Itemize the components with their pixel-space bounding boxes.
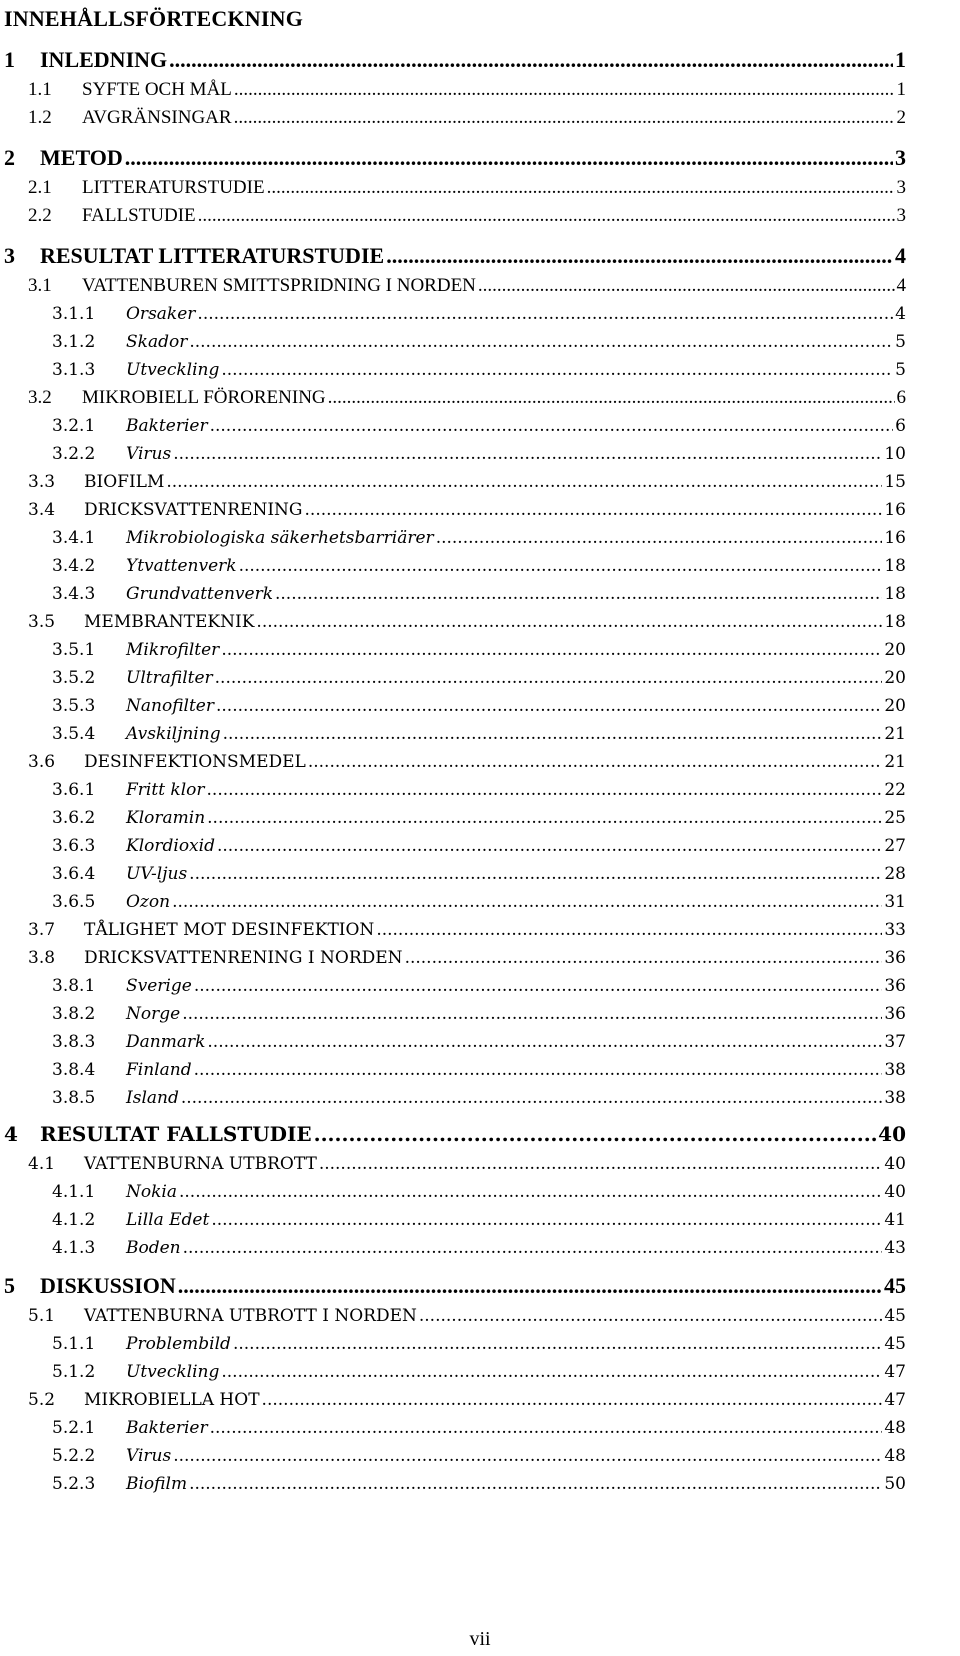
toc-leader-dots xyxy=(172,888,882,916)
toc-entry-label: Problembild xyxy=(126,1334,231,1354)
toc-entry-number: 3.1.3 xyxy=(52,360,96,380)
toc-entry-number: 3.3 xyxy=(28,472,56,492)
toc-leader-dots xyxy=(189,328,893,356)
toc-leader-dots xyxy=(183,1234,883,1262)
toc-entry[interactable] xyxy=(0,1330,960,1358)
toc-entry[interactable] xyxy=(0,328,960,356)
toc-entry[interactable] xyxy=(0,1234,960,1262)
toc-entry-page: 3 xyxy=(896,177,906,198)
toc-entry-page: 3 xyxy=(896,205,906,226)
toc-entry-label: DESINFEKTIONSMEDEL xyxy=(84,752,306,772)
toc-entry-number: 5.2 xyxy=(28,1390,56,1410)
toc-entry-number: 3.6.3 xyxy=(52,836,96,856)
toc-entry-number: 3.5.1 xyxy=(52,640,96,660)
toc-entry-label: MIKROBIELLA HOT xyxy=(84,1390,260,1410)
toc-leader-dots xyxy=(314,1120,877,1148)
toc-entry-page: 41 xyxy=(884,1210,906,1230)
toc-entry-label: Utveckling xyxy=(126,1362,220,1382)
toc-leader-dots xyxy=(198,202,895,230)
toc-entry-page: 4 xyxy=(895,243,906,268)
toc-entry-page: 45 xyxy=(884,1334,906,1354)
toc-leader-dots xyxy=(319,1150,883,1178)
toc-entry[interactable] xyxy=(0,1028,960,1056)
toc-leader-dots xyxy=(221,1358,882,1386)
toc-entry-label: Nokia xyxy=(126,1182,177,1202)
toc-entry-page: 37 xyxy=(884,1032,906,1052)
toc-entry-label: VATTENBUREN SMITTSPRIDNING I NORDEN xyxy=(82,275,476,296)
toc-entry-page: 6 xyxy=(895,416,906,436)
toc-entry-page: 20 xyxy=(884,668,906,688)
toc-entry-label: Finland xyxy=(126,1060,192,1080)
toc-entry-number: 1.2 xyxy=(28,107,52,128)
toc-leader-dots xyxy=(169,46,893,74)
toc-entry-number: 3.8.2 xyxy=(52,1004,96,1024)
toc-entry-page: 36 xyxy=(884,976,906,996)
toc-entry-number: 3.6.5 xyxy=(52,892,96,912)
toc-entry-number: 3.2.2 xyxy=(52,444,96,464)
toc-entry-number: 3.8.4 xyxy=(52,1060,96,1080)
toc-entry[interactable] xyxy=(0,1000,960,1028)
toc-entry[interactable] xyxy=(0,916,960,944)
toc-entry[interactable] xyxy=(0,1386,960,1414)
toc-entry-number: 3.4.2 xyxy=(52,556,96,576)
toc-leader-dots xyxy=(221,356,893,384)
toc-leader-dots xyxy=(215,664,883,692)
toc-entry-page: 40 xyxy=(884,1154,906,1174)
toc-entry-page: 47 xyxy=(884,1362,906,1382)
toc-entry-page: 4 xyxy=(896,275,906,296)
toc-entry[interactable] xyxy=(0,1470,960,1498)
toc-entry-page: 10 xyxy=(884,444,906,464)
toc-entry[interactable] xyxy=(0,384,960,412)
toc-entry-label: Virus xyxy=(126,1446,172,1466)
toc-entry[interactable] xyxy=(0,944,960,972)
toc-entry-label: DRICKSVATTENRENING I NORDEN xyxy=(84,948,403,968)
toc-leader-dots xyxy=(194,972,883,1000)
toc-entry-label: DISKUSSION xyxy=(40,1273,176,1298)
toc-entry-label: BIOFILM xyxy=(84,472,165,492)
toc-leader-dots xyxy=(197,300,893,328)
toc-entry-number: 2 xyxy=(4,145,15,170)
toc-entry[interactable] xyxy=(0,272,960,300)
toc-entry-page: 20 xyxy=(884,696,906,716)
toc-entry-number: 4.1.2 xyxy=(52,1210,96,1230)
toc-leader-dots xyxy=(207,776,883,804)
toc-leader-dots xyxy=(234,104,895,132)
toc-entry-page: 5 xyxy=(895,332,906,352)
toc-entry[interactable] xyxy=(0,496,960,524)
toc-entry-label: Skador xyxy=(126,332,188,352)
toc-entry[interactable] xyxy=(0,832,960,860)
toc-entry-label: FALLSTUDIE xyxy=(82,205,196,226)
toc-entry-page: 33 xyxy=(884,920,906,940)
toc-entry-number: 5.2.3 xyxy=(52,1474,96,1494)
toc-leader-dots xyxy=(210,412,894,440)
toc-entry[interactable] xyxy=(0,524,960,552)
toc-entry-label: METOD xyxy=(40,145,123,170)
toc-entry-number: 4 xyxy=(4,1122,18,1146)
toc-entry-label: Mikrobiologiska säkerhetsbarriärer xyxy=(126,528,434,548)
toc-entry[interactable] xyxy=(0,720,960,748)
toc-entry-number: 4.1 xyxy=(28,1154,56,1174)
toc-entry[interactable] xyxy=(0,748,960,776)
toc-leader-dots xyxy=(189,1470,882,1498)
toc-entry-label: Biofilm xyxy=(126,1474,188,1494)
toc-leader-dots xyxy=(207,804,882,832)
toc-entry[interactable] xyxy=(0,860,960,888)
toc-entry-page: 18 xyxy=(884,584,906,604)
toc-entry-number: 5.2.2 xyxy=(52,1446,96,1466)
toc-entry-label: Mikrofilter xyxy=(126,640,220,660)
toc-entry-number: 3.2.1 xyxy=(52,416,96,436)
toc-entry-label: Island xyxy=(126,1088,179,1108)
toc-entry-label: TÅLIGHET MOT DESINFEKTION xyxy=(84,920,375,940)
toc-entry[interactable] xyxy=(0,1150,960,1178)
toc-leader-dots xyxy=(376,916,882,944)
toc-entry[interactable] xyxy=(0,356,960,384)
toc-entry-label: RESULTAT FALLSTUDIE xyxy=(40,1122,312,1146)
toc-entry-number: 3.2 xyxy=(28,387,52,408)
toc-leader-dots xyxy=(216,692,882,720)
toc-entry-page: 27 xyxy=(884,836,906,856)
toc-entry[interactable] xyxy=(0,104,960,132)
toc-entry[interactable] xyxy=(0,440,960,468)
toc-leader-dots xyxy=(166,468,882,496)
toc-entry-page: 18 xyxy=(884,612,906,632)
toc-entry-label: Orsaker xyxy=(126,304,196,324)
toc-leader-dots xyxy=(125,144,893,172)
toc-entry-number: 3.6.2 xyxy=(52,808,96,828)
toc-entry-label: Sverige xyxy=(126,976,192,996)
toc-entry-page: 40 xyxy=(878,1122,906,1146)
toc-leader-dots xyxy=(419,1302,882,1330)
toc-entry-page: 38 xyxy=(884,1088,906,1108)
toc-leader-dots xyxy=(305,496,883,524)
toc-entry-number: 1 xyxy=(4,47,15,72)
toc-entry-label: Ozon xyxy=(126,892,171,912)
toc-entry[interactable] xyxy=(0,412,960,440)
toc-entry-page: 28 xyxy=(884,864,906,884)
toc-entry-label: Virus xyxy=(126,444,172,464)
toc-entry-label: VATTENBURNA UTBROTT xyxy=(84,1154,317,1174)
toc-entry-label: Boden xyxy=(126,1238,181,1258)
toc-entry-label: Grundvattenverk xyxy=(126,584,273,604)
toc-entry-number: 3.4 xyxy=(28,500,56,520)
toc-entry-label: RESULTAT LITTERATURSTUDIE xyxy=(40,243,385,268)
toc-leader-dots xyxy=(328,384,895,412)
toc-entry-number: 2.1 xyxy=(28,177,52,198)
toc-entry[interactable] xyxy=(0,972,960,1000)
toc-entry[interactable] xyxy=(0,76,960,104)
toc-entry-number: 3.4.1 xyxy=(52,528,96,548)
toc-entry-number: 4.1.3 xyxy=(52,1238,96,1258)
toc-entry-page: 48 xyxy=(884,1446,906,1466)
toc-entry[interactable] xyxy=(0,580,960,608)
toc-entry-page: 38 xyxy=(884,1060,906,1080)
toc-entry[interactable] xyxy=(0,776,960,804)
toc-entry-page: 1 xyxy=(896,79,906,100)
toc-entry[interactable] xyxy=(0,300,960,328)
toc-entry-label: Fritt klor xyxy=(126,780,205,800)
toc-entry-label: Norge xyxy=(126,1004,181,1024)
toc-entry-label: Bakterier xyxy=(126,1418,208,1438)
toc-entry-number: 5.1.2 xyxy=(52,1362,96,1382)
toc-title: INNEHÅLLSFÖRTECKNING xyxy=(4,6,304,31)
toc-entry[interactable] xyxy=(0,664,960,692)
toc-entry[interactable] xyxy=(0,1120,960,1148)
toc-entry[interactable] xyxy=(0,468,960,496)
toc-entry-page: 4 xyxy=(895,304,906,324)
toc-entry-label: Ytvattenverk xyxy=(126,556,237,576)
toc-entry[interactable] xyxy=(0,888,960,916)
toc-entry[interactable] xyxy=(0,174,960,202)
toc-entry-number: 3.8.3 xyxy=(52,1032,96,1052)
toc-leader-dots xyxy=(189,860,882,888)
toc-entry-number: 5 xyxy=(4,1273,15,1298)
toc-leader-dots xyxy=(178,1272,882,1300)
toc-leader-dots xyxy=(262,1386,883,1414)
toc-entry-page: 47 xyxy=(884,1390,906,1410)
toc-entry-page: 21 xyxy=(884,724,906,744)
toc-entry-label: UV-ljus xyxy=(126,864,188,884)
toc-entry[interactable] xyxy=(0,242,960,270)
toc-entry-page: 22 xyxy=(884,780,906,800)
toc-entry[interactable] xyxy=(0,1272,960,1300)
toc-entry-page: 15 xyxy=(884,472,906,492)
toc-leader-dots xyxy=(173,1442,882,1470)
toc-entry-number: 3.1 xyxy=(28,275,52,296)
toc-entry-number: 3.1.1 xyxy=(52,304,96,324)
toc-entry-number: 3.8.1 xyxy=(52,976,96,996)
toc-leader-dots xyxy=(207,1028,882,1056)
toc-entry-label: DRICKSVATTENRENING xyxy=(84,500,303,520)
toc-entry-number: 3.6.4 xyxy=(52,864,96,884)
toc-entry-page: 36 xyxy=(884,948,906,968)
toc-entry-label: Nanofilter xyxy=(126,696,214,716)
toc-leader-dots xyxy=(233,1330,882,1358)
toc-entry-label: Ultrafilter xyxy=(126,668,213,688)
toc-leader-dots xyxy=(211,1206,882,1234)
toc-leader-dots xyxy=(267,174,895,202)
toc-leader-dots xyxy=(221,636,882,664)
toc-entry[interactable] xyxy=(0,1056,960,1084)
toc-entry-label: INLEDNING xyxy=(40,47,168,72)
toc-entry-number: 3.7 xyxy=(28,920,56,940)
toc-entry-page: 16 xyxy=(884,528,906,548)
toc-entry-label: Utveckling xyxy=(126,360,220,380)
toc-entry-page: 20 xyxy=(884,640,906,660)
toc-entry[interactable] xyxy=(0,202,960,230)
toc-entry[interactable] xyxy=(0,46,960,74)
toc-leader-dots xyxy=(179,1178,882,1206)
toc-leader-dots xyxy=(256,608,882,636)
toc-entry-page: 1 xyxy=(895,47,906,72)
toc-entry-label: VATTENBURNA UTBROTT I NORDEN xyxy=(84,1306,417,1326)
toc-leader-dots xyxy=(478,272,895,300)
toc-entry-number: 5.2.1 xyxy=(52,1418,96,1438)
toc-entry-label: LITTERATURSTUDIE xyxy=(82,177,265,198)
toc-entry-page: 2 xyxy=(896,107,906,128)
toc-leader-dots xyxy=(436,524,883,552)
toc-entry-page: 43 xyxy=(884,1238,906,1258)
toc-entry-number: 5.1 xyxy=(28,1306,56,1326)
toc-leader-dots xyxy=(386,242,893,270)
toc-leader-dots xyxy=(234,76,895,104)
toc-entry[interactable] xyxy=(0,552,960,580)
toc-entry-page: 40 xyxy=(884,1182,906,1202)
toc-entry[interactable] xyxy=(0,144,960,172)
toc-entry-label: Kloramin xyxy=(126,808,206,828)
toc-entry-label: Avskiljning xyxy=(126,724,221,744)
toc-entry-page: 16 xyxy=(884,500,906,520)
toc-leader-dots xyxy=(223,720,883,748)
toc-entry-page: 5 xyxy=(895,360,906,380)
toc-entry-number: 4.1.1 xyxy=(52,1182,96,1202)
toc-leader-dots xyxy=(308,748,883,776)
toc-entry-number: 3 xyxy=(4,243,15,268)
toc-entry-label: Klordioxid xyxy=(126,836,215,856)
toc-entry-page: 21 xyxy=(884,752,906,772)
toc-leader-dots xyxy=(182,1000,882,1028)
toc-entry-number: 3.5 xyxy=(28,612,56,632)
toc-entry-label: MIKROBIELL FÖRORENING xyxy=(82,387,326,408)
toc-entry-number: 3.6 xyxy=(28,752,56,772)
toc-entry-page: 3 xyxy=(895,145,906,170)
toc-entry-number: 3.8.5 xyxy=(52,1088,96,1108)
toc-entry-number: 5.1.1 xyxy=(52,1334,96,1354)
toc-entry-label: Danmark xyxy=(126,1032,206,1052)
toc-leader-dots xyxy=(210,1414,883,1442)
toc-leader-dots xyxy=(275,580,882,608)
toc-leader-dots xyxy=(405,944,883,972)
toc-leader-dots xyxy=(217,832,882,860)
toc-entry[interactable] xyxy=(0,608,960,636)
toc-entry-page: 31 xyxy=(884,892,906,912)
toc-entry[interactable] xyxy=(0,1358,960,1386)
toc-entry-label: SYFTE OCH MÅL xyxy=(82,79,232,100)
toc-entry[interactable] xyxy=(0,1414,960,1442)
toc-entry[interactable] xyxy=(0,804,960,832)
toc-entry[interactable] xyxy=(0,636,960,664)
toc-leader-dots xyxy=(194,1056,883,1084)
toc-entry[interactable] xyxy=(0,1084,960,1112)
toc-leader-dots xyxy=(181,1084,883,1112)
toc-entry-number: 2.2 xyxy=(28,205,52,226)
toc-entry[interactable] xyxy=(0,692,960,720)
toc-leader-dots xyxy=(173,440,882,468)
toc-entry-number: 3.5.4 xyxy=(52,724,96,744)
toc-entry-number: 3.5.3 xyxy=(52,696,96,716)
toc-entry-number: 3.5.2 xyxy=(52,668,96,688)
toc-entry-number: 3.4.3 xyxy=(52,584,96,604)
toc-entry-number: 1.1 xyxy=(28,79,52,100)
toc-entry-page: 25 xyxy=(884,808,906,828)
toc-entry-number: 3.1.2 xyxy=(52,332,96,352)
toc-entry-page: 18 xyxy=(884,556,906,576)
toc-entry-page: 48 xyxy=(884,1418,906,1438)
toc-entry[interactable] xyxy=(0,1178,960,1206)
toc-entry[interactable] xyxy=(0,1206,960,1234)
toc-entry-page: 50 xyxy=(884,1474,906,1494)
toc-entry-number: 3.8 xyxy=(28,948,56,968)
toc-entry-label: Bakterier xyxy=(126,416,208,436)
toc-entry-page: 36 xyxy=(884,1004,906,1024)
toc-entry-number: 3.6.1 xyxy=(52,780,96,800)
toc-entry-page: 45 xyxy=(884,1306,906,1326)
page-number: vii xyxy=(469,1628,491,1650)
toc-entry[interactable] xyxy=(0,1302,960,1330)
toc-entry-page: 6 xyxy=(896,387,906,408)
toc-entry[interactable] xyxy=(0,1442,960,1470)
toc-leader-dots xyxy=(239,552,883,580)
toc-entry-page: 45 xyxy=(884,1273,906,1298)
toc-entry-label: AVGRÄNSINGAR xyxy=(82,107,232,128)
toc-entry-label: MEMBRANTEKNIK xyxy=(84,612,255,632)
toc-entry-label: Lilla Edet xyxy=(126,1210,210,1230)
